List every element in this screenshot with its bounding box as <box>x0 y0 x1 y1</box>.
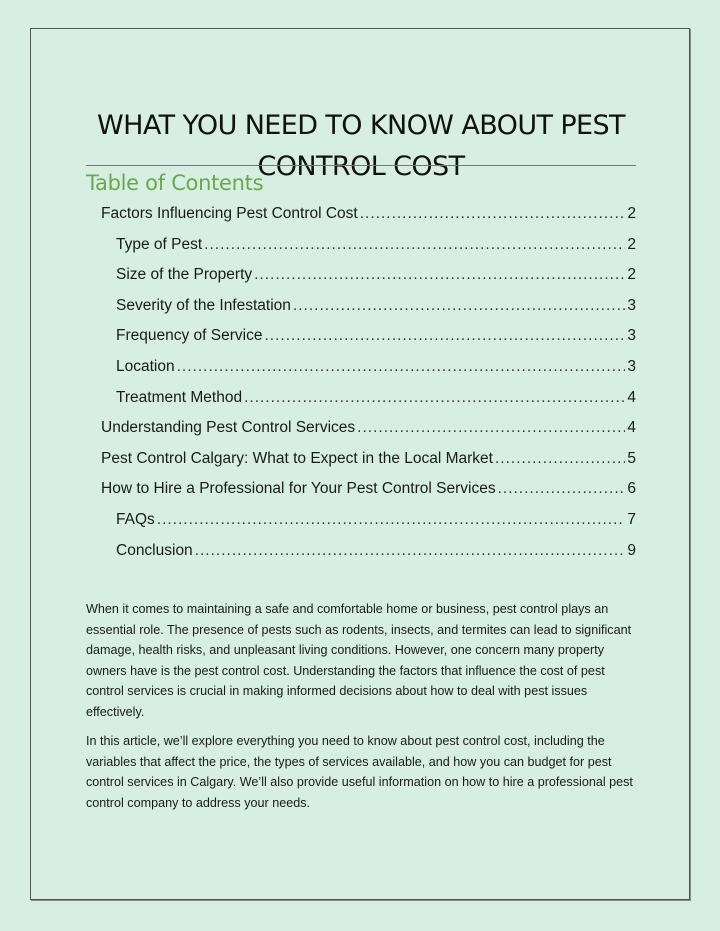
toc-entry-label: Severity of the Infestation <box>116 296 291 314</box>
toc-entry-label: How to Hire a Professional for Your Pest Control Services <box>101 480 496 498</box>
toc-leader-dots <box>195 542 626 560</box>
toc-entry-page: 4 <box>627 419 636 437</box>
toc-leader-dots <box>357 419 625 437</box>
toc-entry-label: Frequency of Service <box>116 327 263 345</box>
title-divider <box>86 165 636 166</box>
toc-entry[interactable] <box>101 327 636 358</box>
toc-entry-label: Size of the Property <box>116 266 253 284</box>
toc-leader-dots <box>498 480 626 498</box>
toc-entry[interactable] <box>101 511 636 542</box>
toc-entry-label: FAQs <box>116 510 155 528</box>
table-of-contents <box>101 205 636 572</box>
toc-leader-dots <box>293 297 625 315</box>
toc-entry-page: 5 <box>627 449 636 467</box>
body-paragraph: In this article, we’ll explore everything you need to know about pest control cost, including the variables that affect the price, the types of services available, and how you can budget for pest control services in Calgary. We’ll also provide useful information on how to hire a professional pest control company to address your needs. <box>86 734 633 810</box>
toc-entry[interactable] <box>101 297 636 328</box>
document-page <box>30 28 690 900</box>
toc-entry-page: 3 <box>627 296 636 314</box>
toc-entry[interactable] <box>101 389 636 420</box>
toc-leader-dots <box>204 236 625 254</box>
toc-entry-label: Type of Pest <box>116 235 203 253</box>
toc-entry-label: Treatment Method <box>116 388 243 406</box>
toc-entry-page: 4 <box>627 388 636 406</box>
toc-entry-page: 2 <box>627 266 636 284</box>
toc-leader-dots <box>244 389 625 407</box>
toc-entry-label: Pest Control Calgary: What to Expect in the Local Market <box>101 449 493 467</box>
toc-heading: Table of Contents <box>86 171 264 195</box>
toc-entry[interactable] <box>101 358 636 389</box>
toc-leader-dots <box>177 358 626 376</box>
toc-entry-page: 2 <box>627 205 636 222</box>
toc-leader-dots <box>495 450 625 468</box>
toc-entry-page: 2 <box>627 235 636 253</box>
toc-entry[interactable] <box>101 450 636 481</box>
body-paragraph: When it comes to maintaining a safe and comfortable home or business, pest control plays an essential role. The presence of pests such as rodents, insects, and termites can lead to significant damage, health risks, and unpleasant living conditions. However, one concern many property owners have is the pest control cost. Understanding the factors that influence the cost of pest control services is crucial in making informed decisions about how to deal with pest issues effectively. <box>86 602 632 719</box>
toc-entry[interactable] <box>101 542 636 573</box>
toc-leader-dots <box>254 266 625 284</box>
toc-leader-dots <box>360 205 626 223</box>
toc-entry[interactable] <box>101 419 636 450</box>
toc-entry-page: 3 <box>627 357 636 375</box>
toc-leader-dots <box>264 327 625 345</box>
toc-entry-page: 7 <box>627 510 636 528</box>
document-title: WHAT YOU NEED TO KNOW ABOUT PEST CONTROL COST <box>97 110 625 183</box>
toc-entry-page: 6 <box>627 480 636 498</box>
toc-entry-page: 3 <box>627 327 636 345</box>
toc-entry-label: Conclusion <box>116 541 193 559</box>
toc-entry-label: Factors Influencing Pest Control Cost <box>101 205 358 222</box>
toc-entry[interactable] <box>101 205 636 236</box>
toc-entry-label: Understanding Pest Control Services <box>101 419 356 437</box>
toc-entry-page: 9 <box>627 541 636 559</box>
toc-entry[interactable] <box>101 480 636 511</box>
toc-leader-dots <box>157 511 626 529</box>
toc-entry-label: Location <box>116 357 175 375</box>
body-text <box>86 599 646 822</box>
toc-entry[interactable] <box>101 236 636 267</box>
toc-entry[interactable] <box>101 266 636 297</box>
